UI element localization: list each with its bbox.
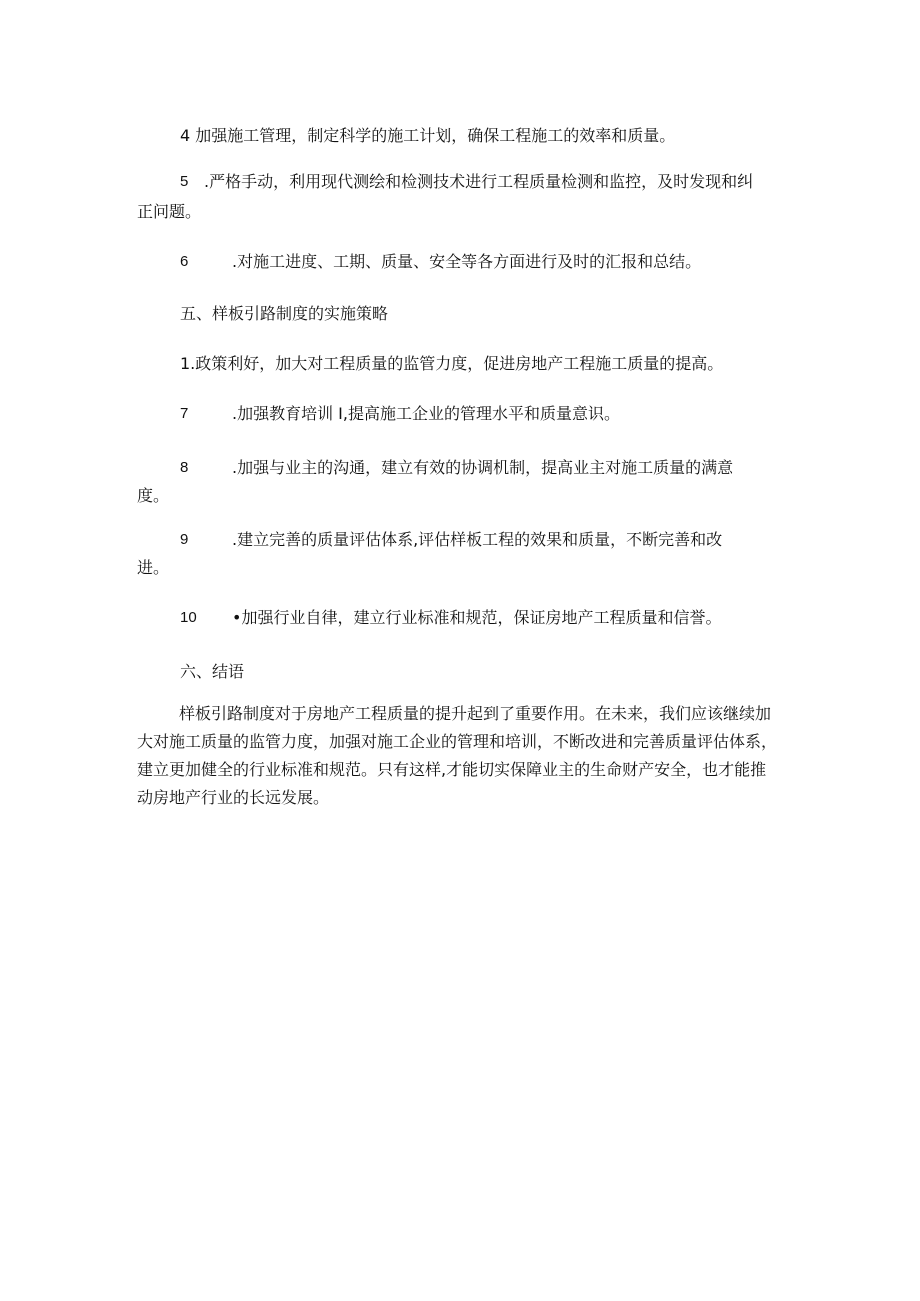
item-number: 9 xyxy=(180,531,189,548)
item-continuation: 进。 xyxy=(137,558,170,577)
item-text: .加强与业主的沟通，建立有效的协调机制，提高业主对施工质量的满意 xyxy=(232,458,734,477)
item-number: 10 xyxy=(180,609,197,626)
item-text: •加强行业自律，建立行业标准和规范，保证房地产工程质量和信誉。 xyxy=(232,608,722,627)
section-heading-6: 六、结语 xyxy=(180,662,245,681)
list-item-10 xyxy=(0,604,920,632)
section-heading-5: 五、样板引路制度的实施策略 xyxy=(180,304,389,323)
item-continuation: 正问题。 xyxy=(137,202,202,221)
item-number: 8 xyxy=(180,459,189,476)
list-item-8 xyxy=(0,454,920,482)
conclusion-paragraph: 样板引路制度对于房地产工程质量的提升起到了重要作用。在未来，我们应该继续加大对施工质量的监管力度，加强对施工企业的管理和培训，不断改进和完善质量评估体系，建立更加健全的行业标准和规范。只有这样,才能切实保障业主的生命财产安全，也才能推动房地产行业的长远发展。 xyxy=(137,704,778,807)
list-item-5 xyxy=(0,168,920,196)
item-text: .对施工进度、工期、质量、安全等各方面进行及时的汇报和总结。 xyxy=(232,252,702,271)
item-continuation: 度。 xyxy=(137,486,170,505)
list-item-6 xyxy=(0,248,920,276)
item-number: 5 xyxy=(180,173,189,190)
item-text: 1.政策利好，加大对工程质量的监管力度，促进房地产工程施工质量的提高。 xyxy=(180,354,724,373)
list-item-1 xyxy=(0,350,920,378)
list-item-7 xyxy=(0,400,920,428)
item-number: 7 xyxy=(180,405,189,422)
item-text: .严格手动，利用现代测绘和检测技术进行工程质量检测和监控，及时发现和纠 xyxy=(204,172,754,191)
item-number: 6 xyxy=(180,253,189,270)
list-item-9 xyxy=(0,526,920,554)
item-text: .建立完善的质量评估体系,评估样板工程的效果和质量，不断完善和改 xyxy=(232,530,723,549)
list-item-4 xyxy=(0,122,920,150)
item-text: 4 加强施工管理，制定科学的施工计划，确保工程施工的效率和质量。 xyxy=(180,126,676,145)
item-text: .加强教育培训 I,提高施工企业的管理水平和质量意识。 xyxy=(232,404,620,423)
